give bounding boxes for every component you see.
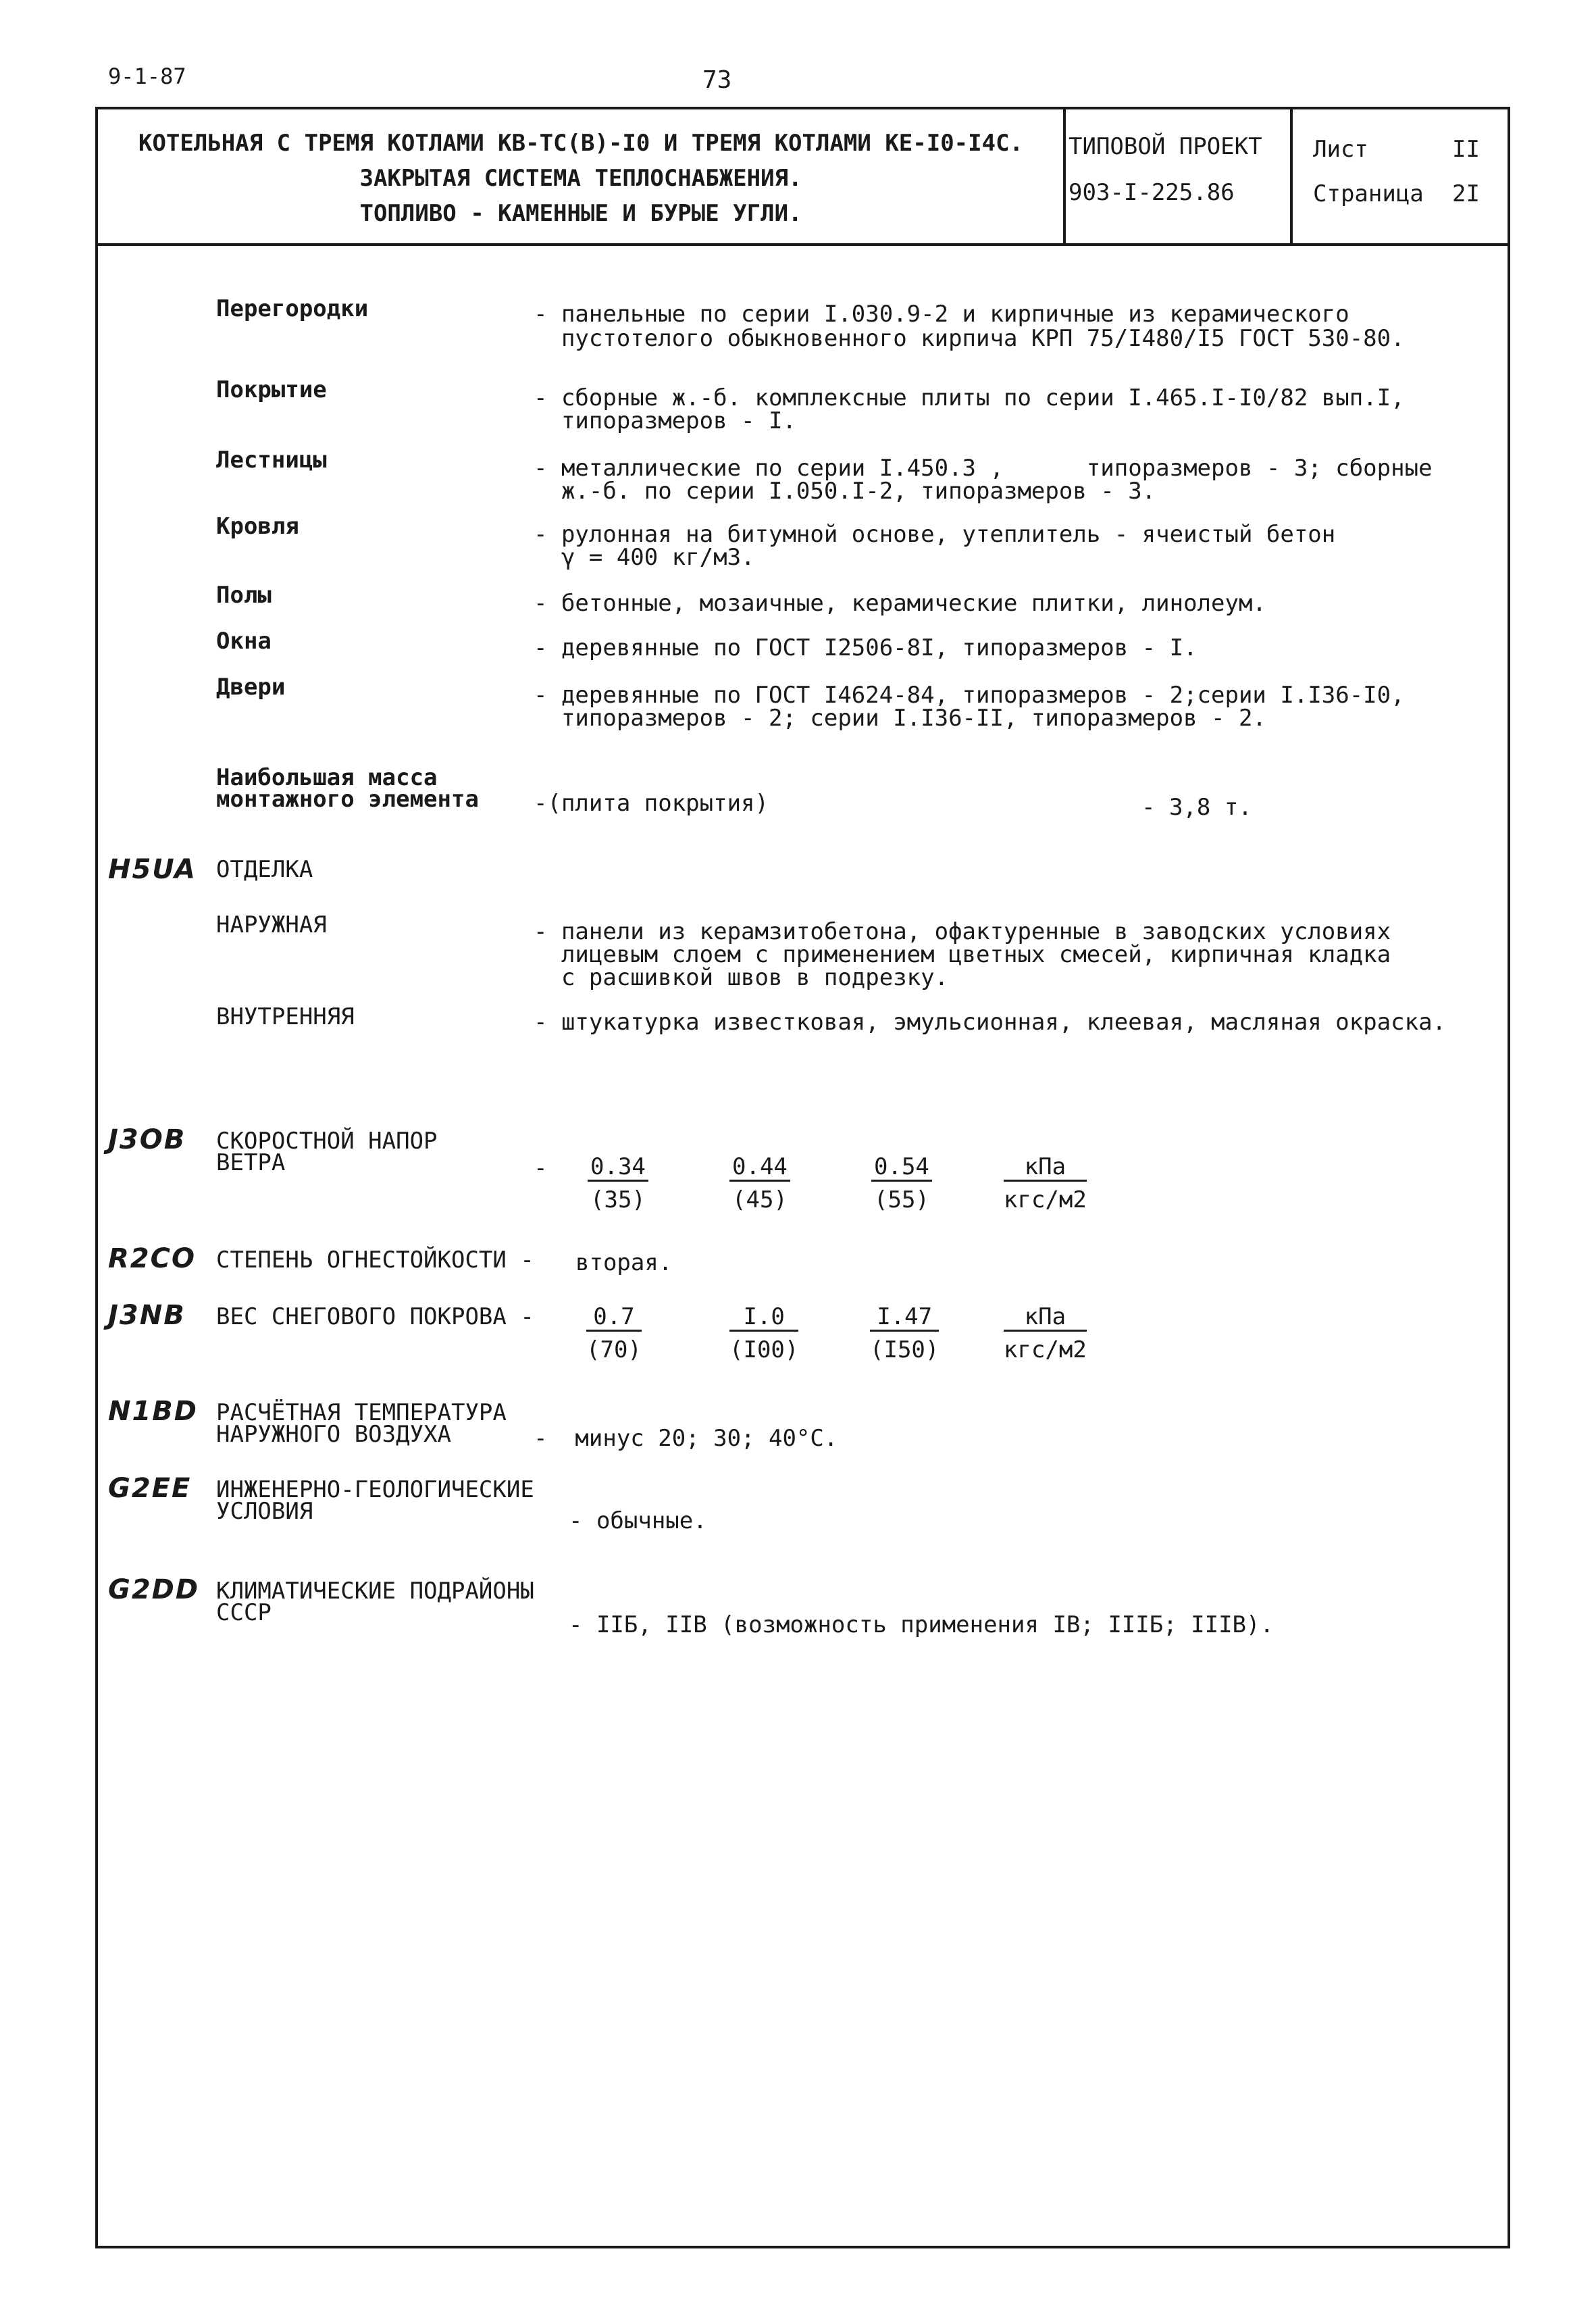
snow-units (1004, 1305, 1087, 1361)
document-code: 9-1-87 (108, 64, 186, 89)
spec-text: - сборные ж.-б. комплексные плиты по серии I.465.I-I0/82 вып.I, (534, 384, 1405, 411)
geology-value: - обычные. (569, 1507, 707, 1534)
finish-code: H5UA (108, 854, 197, 885)
fraction-numerator: 0.44 (729, 1155, 790, 1182)
geology-label-line-2: УСЛОВИЯ (216, 1498, 313, 1525)
wind-units (1004, 1155, 1087, 1211)
spec-label: Кровля (216, 513, 299, 540)
geology-label-line-1: ИНЖЕНЕРНО-ГЕОЛОГИЧЕСКИЕ (216, 1476, 534, 1503)
sheet-label: Лист (1313, 136, 1368, 163)
fraction-denominator: (45) (732, 1186, 788, 1213)
snow-value-1 (586, 1305, 642, 1361)
fraction-denominator: (70) (586, 1336, 642, 1363)
climate-label-line-2: СССР (216, 1599, 272, 1626)
spec-label: Двери (216, 674, 286, 701)
fraction-numerator: 0.7 (586, 1305, 642, 1332)
title-line-2: ЗАКРЫТАЯ СИСТЕМА ТЕПЛОСНАБЖЕНИЯ. (359, 165, 802, 192)
project-number: 903-I-225.86 (1069, 179, 1235, 206)
temperature-value: - минус 20; 30; 40°С. (534, 1425, 838, 1452)
wind-value-3 (871, 1155, 932, 1211)
fraction-denominator: кгс/м2 (1004, 1186, 1087, 1213)
spec-label: Полы (216, 582, 272, 609)
spec-text: - панельные по серии I.030.9-2 и кирпичные из керамического (534, 301, 1349, 328)
snow-value-2 (729, 1305, 798, 1361)
fraction-numerator: I.47 (870, 1305, 939, 1332)
title-line-1: КОТЕЛЬНАЯ С ТРЕМЯ КОТЛАМИ КВ-ТС(В)-I0 И ТРЕМЯ КОТЛАМИ КЕ-I0-I4C. (138, 130, 1024, 157)
spec-label: Окна (216, 628, 272, 655)
finish-outer-text: с расшивкой швов в подрезку. (534, 964, 949, 991)
page-value: 2I (1452, 180, 1480, 207)
spec-label: Лестницы (216, 447, 327, 474)
page-number: 73 (702, 66, 732, 94)
spec-text: типоразмеров - 2; серии I.I36-II, типоразмеров - 2. (534, 705, 1266, 732)
title-line-3: ТОПЛИВО - КАМЕННЫЕ И БУРЫЕ УГЛИ. (359, 200, 802, 227)
fraction-numerator: 0.54 (871, 1155, 932, 1182)
finish-inner-label: ВНУТРЕННЯЯ (216, 1003, 355, 1030)
title-block-separator-2 (1290, 107, 1293, 245)
temperature-label-line-1: РАСЧЁТНАЯ ТЕМПЕРАТУРА (216, 1399, 507, 1426)
page-label: Страница (1313, 180, 1424, 207)
fraction-numerator: I.0 (729, 1305, 798, 1332)
finish-outer-text: - панели из керамзитобетона, офактуренные в заводских условиях (534, 918, 1391, 945)
spec-text: пустотелого обыкновенного кирпича КРП 75/I480/I5 ГОСТ 530-80. (534, 325, 1405, 352)
finish-outer-text: лицевым слоем с применением цветных смесей, кирпичная кладка (534, 941, 1391, 968)
fraction-denominator: (55) (874, 1186, 929, 1213)
fire-value: вторая. (575, 1249, 673, 1276)
snow-code: J3NB (108, 1300, 186, 1331)
spec-label: Перегородки (216, 295, 369, 322)
project-label: ТИПОВОЙ ПРОЕКТ (1069, 133, 1262, 160)
geology-code: G2EE (108, 1473, 192, 1504)
spec-text: - металлические по серии I.450.3 , типоразмеров - 3; сборные (534, 455, 1433, 482)
climate-label-line-1: КЛИМАТИЧЕСКИЕ ПОДРАЙОНЫ (216, 1578, 534, 1605)
temperature-label-line-2: НАРУЖНОГО ВОЗДУХА (216, 1421, 451, 1448)
spec-text: типоразмеров - I. (534, 407, 796, 434)
wind-label-line-2: ВЕТРА (216, 1149, 286, 1176)
title-block-separator-1 (1063, 107, 1066, 245)
wind-dash: - (534, 1155, 548, 1182)
wind-code: J3OB (108, 1124, 186, 1155)
mass-value: - 3,8 т. (1141, 794, 1252, 821)
wind-label-line-1: СКОРОСТНОЙ НАПОР (216, 1128, 438, 1155)
finish-inner-text: - штукатурка известковая, эмульсионная, клеевая, масляная окраска. (534, 1009, 1447, 1036)
mass-label-line-2: монтажного элемента (216, 786, 479, 813)
spec-text: - деревянные по ГОСТ I2506-8I, типоразмеров - I. (534, 634, 1198, 661)
climate-value: - IIБ, IIВ (возможность применения IВ; IIIБ; IIIВ). (569, 1611, 1274, 1638)
fraction-denominator: (I50) (870, 1336, 939, 1363)
finish-outer-label: НАРУЖНАЯ (216, 911, 327, 938)
wind-value-2 (729, 1155, 790, 1211)
spec-text: - рулонная на битумной основе, утеплитель - ячеистый бетон (534, 521, 1336, 548)
snow-value-3 (870, 1305, 939, 1361)
fraction-numerator: кПа (1004, 1155, 1087, 1182)
mass-text: -(плита покрытия) (534, 790, 769, 817)
fraction-numerator: кПа (1004, 1305, 1087, 1332)
page-frame (95, 107, 1510, 2248)
climate-code: G2DD (108, 1574, 200, 1605)
spec-text: γ = 400 кг/м3. (534, 544, 755, 571)
fraction-denominator: кгс/м2 (1004, 1336, 1087, 1363)
fraction-denominator: (I00) (729, 1336, 799, 1363)
title-block-divider (95, 243, 1510, 246)
spec-text: - бетонные, мозаичные, керамические плитки, линолеум. (534, 590, 1266, 617)
temperature-code: N1BD (108, 1396, 198, 1427)
snow-label: ВЕС СНЕГОВОГО ПОКРОВА - (216, 1303, 534, 1330)
fraction-numerator: 0.34 (588, 1155, 648, 1182)
spec-label: Покрытие (216, 376, 327, 403)
mass-label-line-1: Наибольшая масса (216, 764, 438, 791)
finish-title: ОТДЕЛКА (216, 856, 313, 883)
fire-code: R2CO (108, 1243, 196, 1274)
spec-text: ж.-б. по серии I.050.I-2, типоразмеров - 3. (534, 478, 1156, 505)
fire-label: СТЕПЕНЬ ОГНЕСТОЙКОСТИ - (216, 1247, 534, 1274)
wind-value-1 (588, 1155, 648, 1211)
spec-text: - деревянные по ГОСТ I4624-84, типоразмеров - 2;серии I.I36-I0, (534, 682, 1405, 709)
sheet-value: II (1452, 136, 1480, 163)
fraction-denominator: (35) (590, 1186, 646, 1213)
